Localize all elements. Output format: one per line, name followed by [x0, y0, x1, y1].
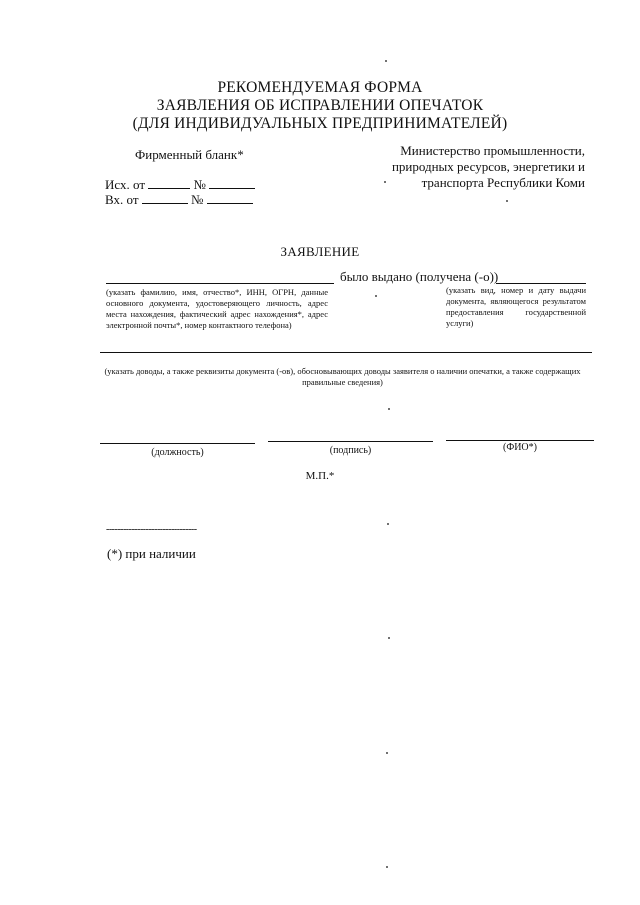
scan-speck: [385, 60, 387, 62]
document-hint: (указать вид, номер и дату выдачи документа, являющегося результатом предоставления государственной услуги): [446, 285, 586, 328]
recipient-line1: Министерство промышленности,: [400, 143, 585, 158]
incoming-number-sign: №: [191, 192, 204, 207]
sign-caption: (подпись): [329, 445, 372, 456]
incoming-reference-row: [105, 191, 253, 208]
outgoing-number-sign: №: [193, 177, 206, 192]
scan-speck: [386, 752, 388, 754]
applicant-hint: (указать фамилию, имя, отчество*, ИНН, ОГРН, данные основного документа, удостоверяющего личность, адрес места нахождения, фактический адрес нахождения*, адрес электронной почты*, номер контактного телефона): [106, 287, 328, 330]
form-title-line1: РЕКОМЕНДУЕМАЯ ФОРМА: [217, 79, 423, 96]
sign-signature-line[interactable]: [268, 441, 433, 442]
outgoing-number-field[interactable]: [209, 176, 255, 189]
scan-speck: [386, 866, 388, 868]
form-title-line2: ЗАЯВЛЕНИЯ ОБ ИСПРАВЛЕНИИ ОПЕЧАТОК: [156, 97, 484, 114]
recipient-line2: природных ресурсов, энергетики и: [391, 159, 585, 174]
footnote-separator: --------------------------------: [106, 524, 197, 535]
outgoing-date-field[interactable]: [148, 176, 190, 189]
document-info-line[interactable]: [496, 283, 586, 284]
reasons-hint: (указать доводы, а также реквизиты документа (-ов), обосновывающих доводы заявителя о наличии опечатки, а также содержащих правильные сведения): [104, 366, 581, 387]
company-blank-label: Фирменный бланк*: [135, 147, 244, 162]
applicant-info-line[interactable]: [106, 283, 334, 284]
statement-heading: ЗАЯВЛЕНИЕ: [280, 244, 360, 259]
outgoing-label: Исх. от: [105, 177, 145, 192]
fio-signature-line[interactable]: [446, 440, 594, 441]
scan-speck: [388, 408, 390, 410]
position-signature-line[interactable]: [100, 443, 255, 444]
position-caption: (должность): [151, 447, 204, 458]
scan-speck: [388, 637, 390, 639]
stamp-placeholder: М.П.*: [305, 470, 335, 482]
scan-speck: [375, 295, 377, 297]
incoming-number-field[interactable]: [207, 191, 253, 204]
issued-text: было выдано (получена (-о)): [340, 269, 499, 284]
scan-speck: [506, 200, 508, 202]
reasons-line[interactable]: [100, 352, 592, 353]
incoming-label: Вх. от: [105, 192, 139, 207]
footnote-text: (*) при наличии: [107, 546, 196, 561]
recipient-block: [380, 143, 585, 191]
incoming-date-field[interactable]: [142, 191, 188, 204]
form-title-line3: (ДЛЯ ИНДИВИДУАЛЬНЫХ ПРЕДПРИНИМАТЕЛЕЙ): [132, 115, 508, 132]
fio-caption: (ФИО*): [502, 442, 537, 453]
scan-speck: [384, 181, 386, 183]
recipient-line3: транспорта Республики Коми: [421, 175, 585, 190]
scan-speck: [387, 523, 389, 525]
